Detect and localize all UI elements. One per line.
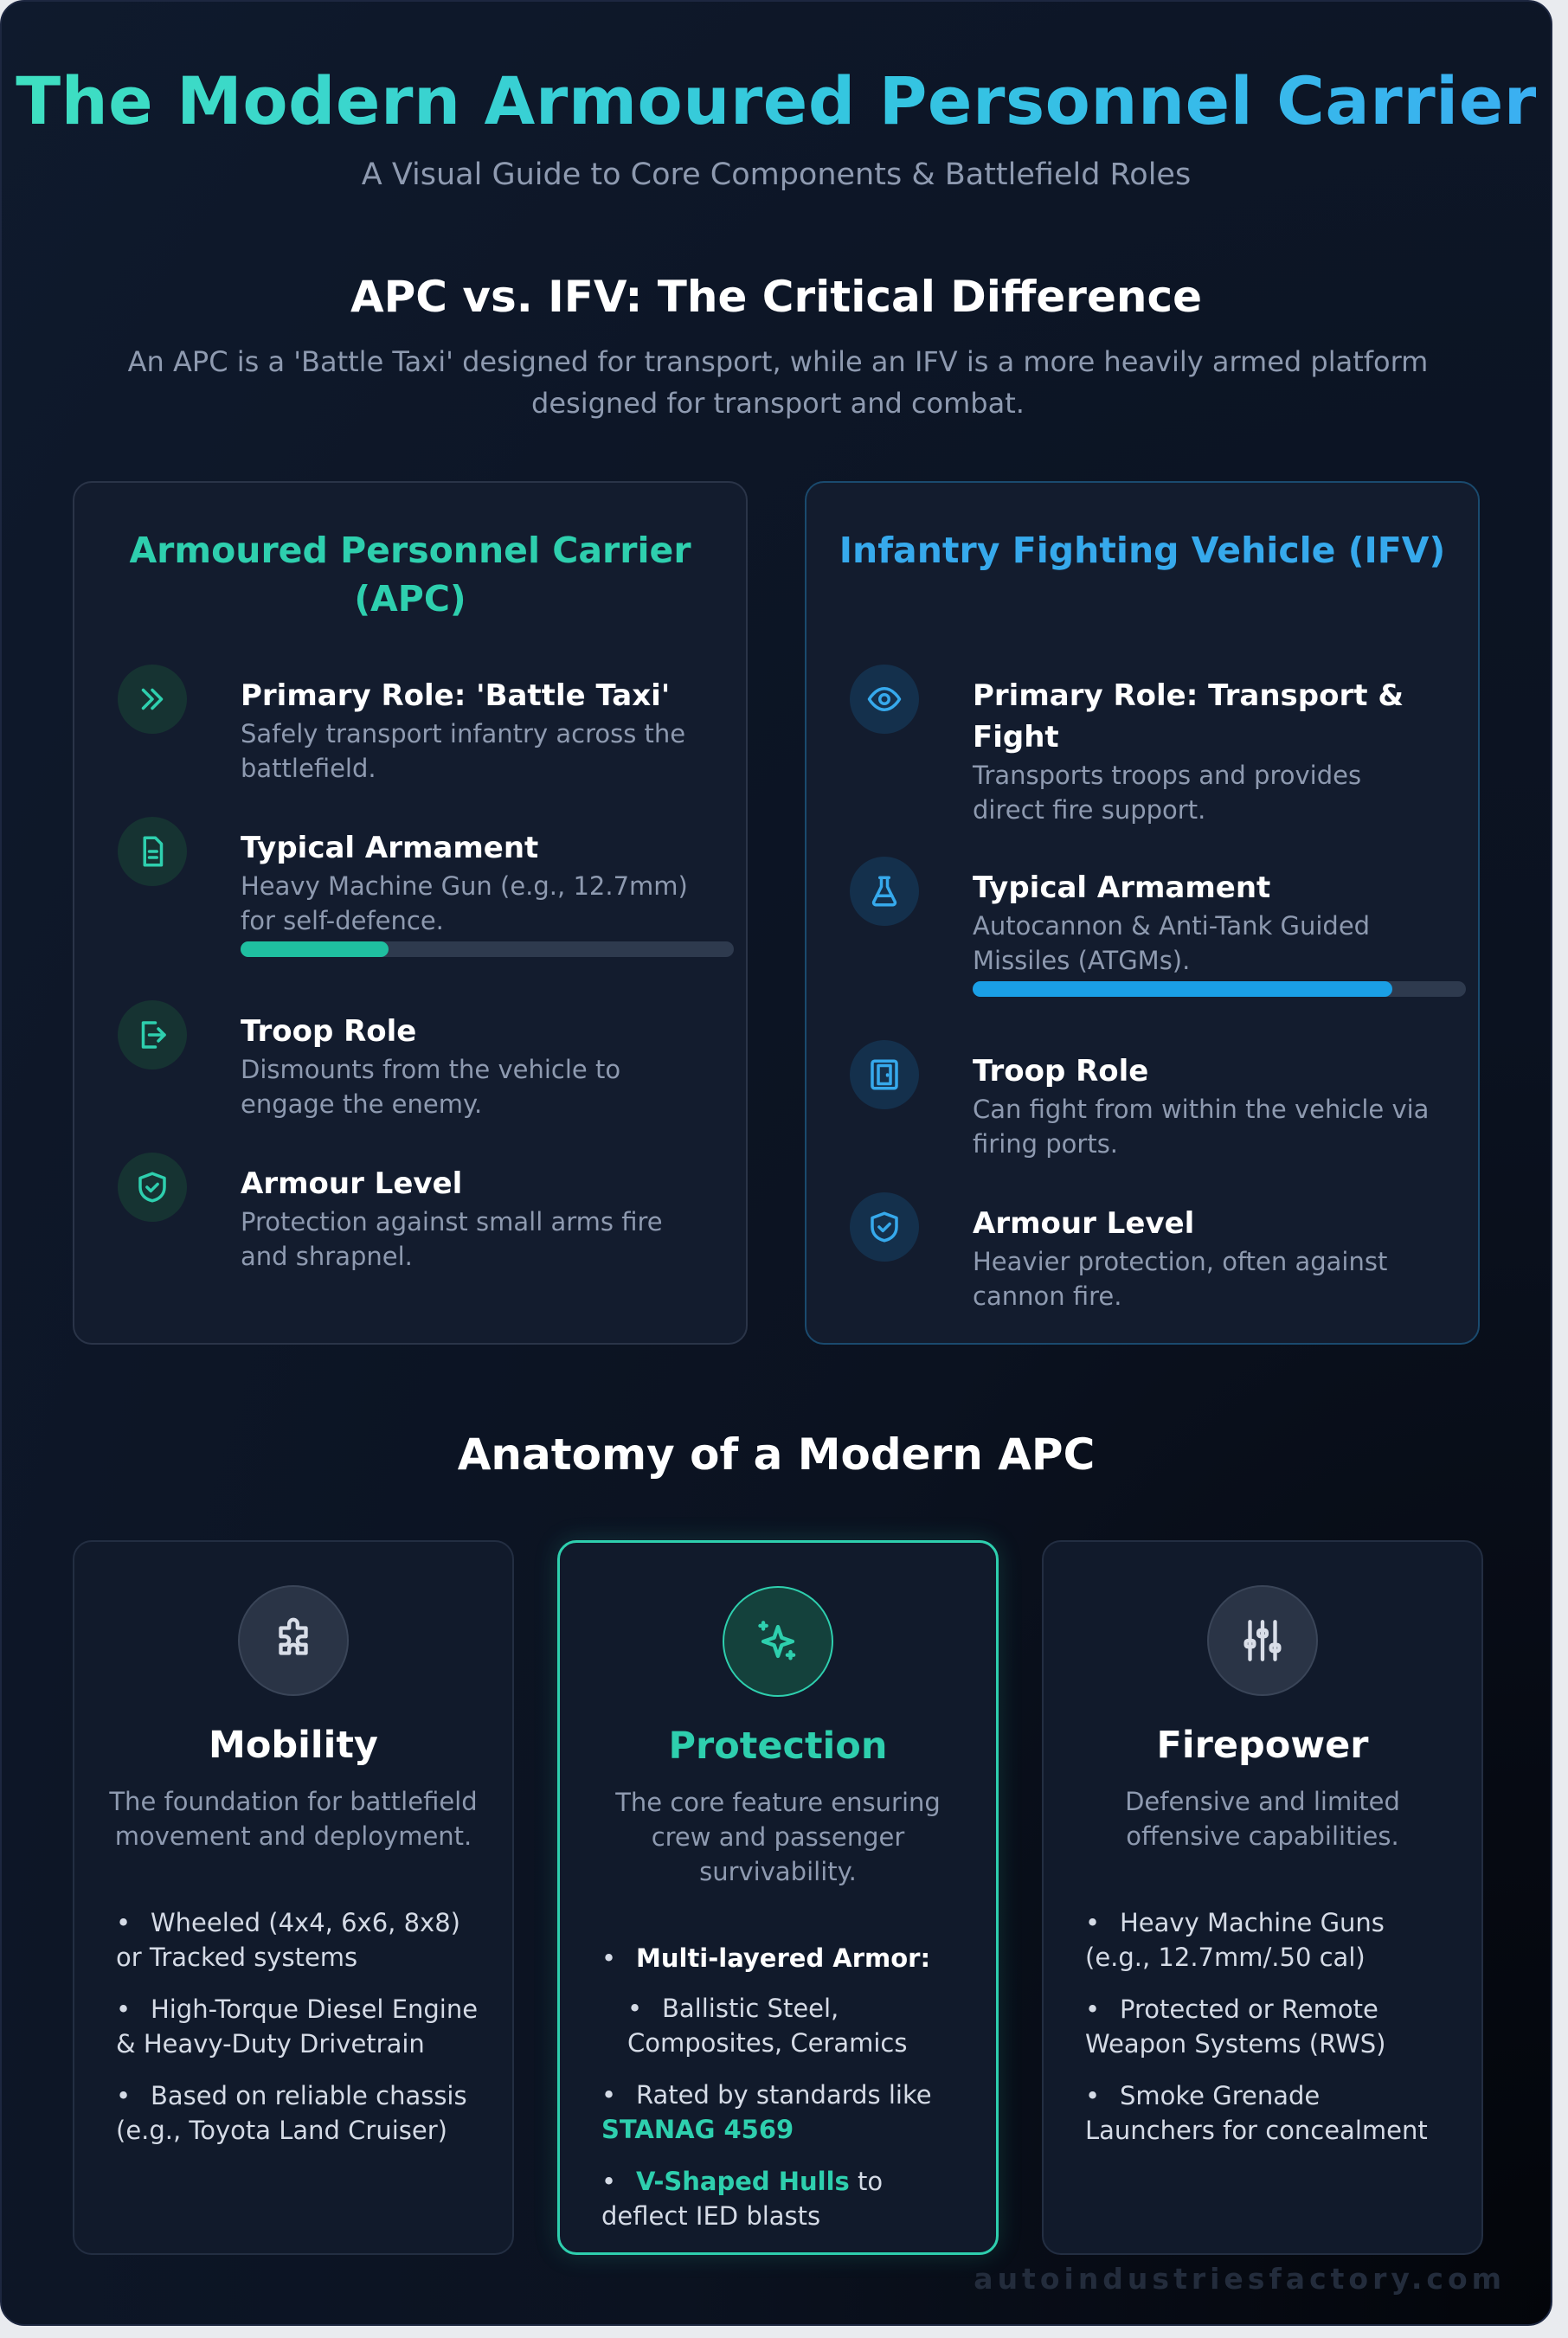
- document-icon: [118, 817, 187, 886]
- list-item: • High-Torque Diesel Engine & Heavy-Duty Drivetrain: [116, 1994, 479, 2059]
- card-desc: Defensive and limited offensive capabilities.: [1125, 1787, 1400, 1851]
- chevrons-right-icon: [118, 665, 187, 734]
- shield-check-icon: [118, 1153, 187, 1222]
- list-item: • Ballistic Steel, Composites, Ceramics: [627, 1994, 908, 2058]
- mobility-card: [73, 1540, 514, 2255]
- feature-desc: Heavier protection, often against cannon fire.: [973, 1247, 1388, 1311]
- exit-icon: [118, 1000, 187, 1069]
- card-desc: The foundation for battlefield movement and deployment.: [109, 1787, 478, 1851]
- list-item: • Wheeled (4x4, 6x6, 8x8) or Tracked systems: [116, 1908, 460, 1972]
- feature-desc: Autocannon & Anti-Tank Guided Missiles (ATGMs).: [973, 911, 1371, 975]
- anatomy-title: Anatomy of a Modern APC: [457, 1429, 1096, 1480]
- flask-icon: [850, 857, 919, 926]
- comparison-description: An APC is a 'Battle Taxi' designed for transport, while an IFV is a more heavily armed platform designed for transport and combat.: [127, 345, 1429, 420]
- shield-check-icon: [850, 1192, 919, 1262]
- firepower-card: [1042, 1540, 1483, 2255]
- card-title: Protection: [668, 1725, 888, 1768]
- apc-panel: [73, 481, 748, 1345]
- feature-title: Primary Role: Transport & Fight: [973, 678, 1404, 755]
- card-title: Mobility: [209, 1724, 378, 1767]
- feature-title: Troop Role: [241, 1014, 417, 1049]
- sliders-icon: [1207, 1585, 1318, 1696]
- feature-desc: Transports troops and provides direct fire support.: [973, 761, 1362, 825]
- apc-title: Armoured Personnel Carrier (APC): [129, 530, 691, 620]
- card-desc: The core feature ensuring crew and passenger survivability.: [615, 1788, 941, 1886]
- apc-armament-bar: [241, 941, 734, 957]
- page-title: The Modern Armoured Personnel Carrier: [2, 62, 1551, 139]
- sparkle-icon: [723, 1586, 833, 1697]
- ifv-title: Infantry Fighting Vehicle (IFV): [839, 530, 1446, 571]
- ifv-armament-fill: [973, 981, 1392, 997]
- feature-title: Armour Level: [973, 1206, 1195, 1241]
- eye-icon: [850, 665, 919, 734]
- puzzle-icon: [238, 1585, 349, 1696]
- feature-desc: Dismounts from the vehicle to engage the enemy.: [241, 1055, 621, 1119]
- feature-desc: Protection against small arms fire and shrapnel.: [241, 1207, 663, 1271]
- door-icon: [850, 1040, 919, 1109]
- apc-armament-fill: [241, 941, 389, 957]
- list-item: • Smoke Grenade Launchers for concealment: [1085, 2081, 1428, 2145]
- ifv-armament-bar: [973, 981, 1466, 997]
- list-item: • Rated by standards like STANAG 4569: [601, 2080, 932, 2144]
- feature-title: Troop Role: [973, 1054, 1149, 1089]
- list-item: • V-Shaped Hulls to deflect IED blasts: [601, 2167, 884, 2231]
- protection-card: [557, 1540, 999, 2255]
- list-item: • Based on reliable chassis (e.g., Toyota Land Cruiser): [116, 2081, 467, 2145]
- list-item: • Multi-layered Armor:: [601, 1943, 931, 1973]
- page-subtitle: A Visual Guide to Core Components & Battlefield Roles: [361, 157, 1192, 192]
- feature-desc: Can fight from within the vehicle via firing ports.: [973, 1095, 1430, 1159]
- comparison-title: APC vs. IFV: The Critical Difference: [350, 272, 1203, 322]
- feature-desc: Safely transport infantry across the battlefield.: [241, 719, 686, 783]
- feature-title: Armour Level: [241, 1166, 463, 1201]
- feature-title: Primary Role: 'Battle Taxi': [241, 678, 671, 713]
- list-item: • Heavy Machine Guns (e.g., 12.7mm/.50 cal): [1085, 1908, 1385, 1972]
- feature-desc: Heavy Machine Gun (e.g., 12.7mm) for self-defence.: [241, 871, 688, 935]
- feature-title: Typical Armament: [973, 870, 1271, 905]
- watermark: autoindustriesfactory.com: [974, 2262, 1506, 2296]
- card-title: Firepower: [1156, 1724, 1369, 1767]
- ifv-panel: [805, 481, 1480, 1345]
- list-item: • Protected or Remote Weapon Systems (RWS): [1085, 1994, 1386, 2059]
- feature-title: Typical Armament: [241, 831, 539, 865]
